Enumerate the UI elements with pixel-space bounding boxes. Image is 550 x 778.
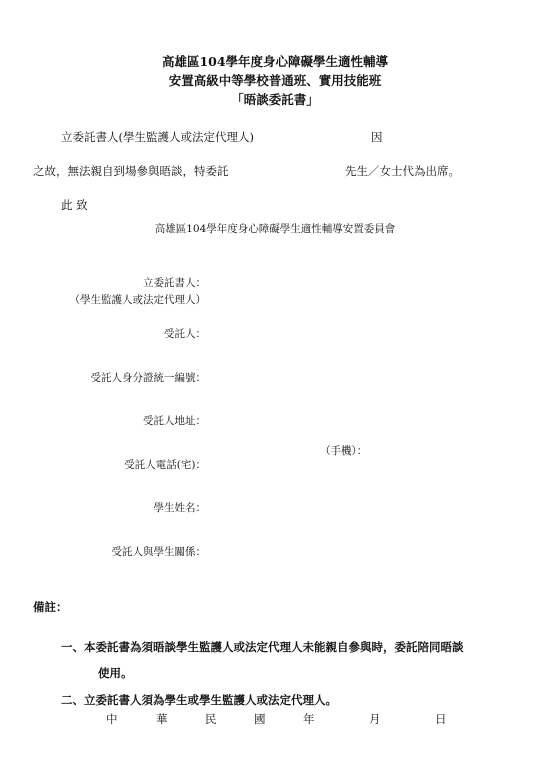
notes-heading: 備註：: [33, 600, 68, 614]
paragraph-delegator-text: 立委託書人(學生監護人或法定代理人): [61, 130, 254, 144]
date-char-hua: 華: [156, 712, 168, 726]
student-name-label: 學生姓名：: [153, 502, 206, 514]
paragraph-absence-text: 之故，無法親自到場參與晤談，特委託: [33, 164, 229, 178]
delegate-address-label: 受託人地址：: [143, 415, 206, 427]
note-item-1: 一、本委託書為須晤談學生監護人或法定代理人未能親自參與時，委託陪同晤談: [61, 640, 464, 654]
note-item-2: 二、立委託書人須為學生或學生監護人或法定代理人。: [61, 693, 337, 707]
paragraph-gender-text: 先生／女士代為出席。: [345, 164, 460, 178]
date-year-label: 年: [303, 712, 315, 726]
date-month-label: 月: [369, 712, 381, 726]
delegator-sublabel: （學生監護人或法定代理人）: [69, 294, 206, 306]
delegate-label: 受託人：: [164, 328, 206, 340]
delegator-label: 立委託書人：: [143, 277, 206, 289]
relationship-label: 受託人與學生關係：: [111, 546, 206, 558]
document-title-line1: 高雄區104學年度身心障礙學生適性輔導: [161, 54, 389, 69]
document-title-line3: 「晤談委託書」: [231, 92, 319, 107]
date-char-zhong: 中: [106, 712, 118, 726]
mobile-phone-label: （手機）：: [320, 445, 368, 457]
document-title-line2: 安置高級中等學校普通班、實用技能班: [168, 73, 382, 88]
recipient-committee: 高雄區104學年度身心障礙學生適性輔導安置委員會: [154, 223, 396, 235]
delegate-phone-label: 受託人電話(宅)：: [124, 459, 206, 471]
date-char-min: 民: [205, 712, 217, 726]
note-item-1-continued: 使用。: [98, 666, 133, 680]
date-char-guo: 國: [254, 712, 266, 726]
delegate-id-label: 受託人身分證統一編號：: [90, 372, 206, 384]
salutation: 此 致: [61, 198, 88, 212]
paragraph-reason-word: 因: [371, 130, 383, 144]
date-day-label: 日: [435, 712, 447, 726]
